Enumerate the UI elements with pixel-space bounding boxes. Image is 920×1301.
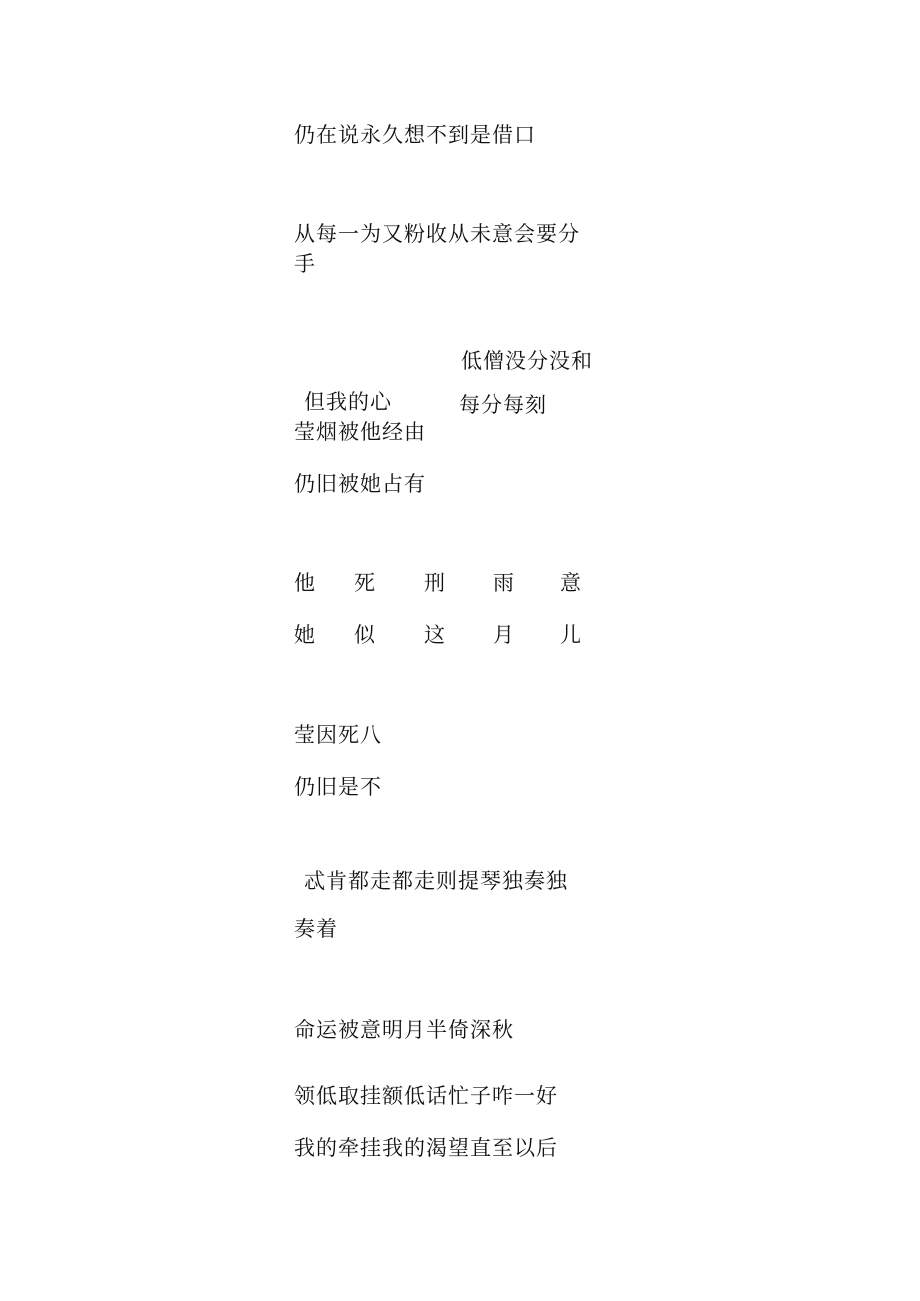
grid-char: 他 bbox=[294, 571, 315, 595]
lyric-left-3: 仍旧被她占有 bbox=[294, 472, 426, 496]
lyric-left-1: 但我的心 bbox=[304, 390, 392, 414]
grid-char: 雨 bbox=[493, 571, 514, 595]
grid-char: 这 bbox=[424, 623, 445, 647]
lyric-line-10: 命运被意明月半倚深秋 bbox=[294, 1018, 514, 1042]
lyric-line-9b: 奏着 bbox=[294, 917, 338, 941]
lyric-line-8: 仍旧是不 bbox=[294, 775, 382, 799]
char-grid-row-1 bbox=[294, 568, 614, 598]
lyric-line-2b: 手 bbox=[294, 252, 316, 276]
grid-char: 意 bbox=[560, 571, 581, 595]
lyric-line-7: 莹因死八 bbox=[294, 723, 382, 747]
grid-char: 她 bbox=[294, 623, 315, 647]
lyric-line-1: 仍在说永久想不到是借口 bbox=[294, 123, 536, 147]
lyric-right-1: 低僧没分没和 bbox=[461, 349, 593, 373]
lyric-line-9a: 忒肯都走都走则提琴独奏独 bbox=[304, 869, 568, 893]
grid-char: 儿 bbox=[560, 623, 581, 647]
grid-char: 死 bbox=[354, 571, 375, 595]
char-grid-row-2 bbox=[294, 620, 614, 650]
lyric-line-2a: 从每一为又粉收从未意会要分 bbox=[294, 222, 580, 246]
lyric-right-2: 每分每刻 bbox=[459, 393, 547, 417]
grid-char: 月 bbox=[493, 623, 514, 647]
grid-char: 似 bbox=[354, 623, 375, 647]
lyric-left-2: 莹烟被他经由 bbox=[294, 420, 426, 444]
grid-char: 刑 bbox=[424, 571, 445, 595]
lyric-line-11: 领低取挂额低话忙子咋一好 bbox=[294, 1084, 558, 1108]
lyric-line-12: 我的牵挂我的渴望直至以后 bbox=[294, 1136, 558, 1160]
